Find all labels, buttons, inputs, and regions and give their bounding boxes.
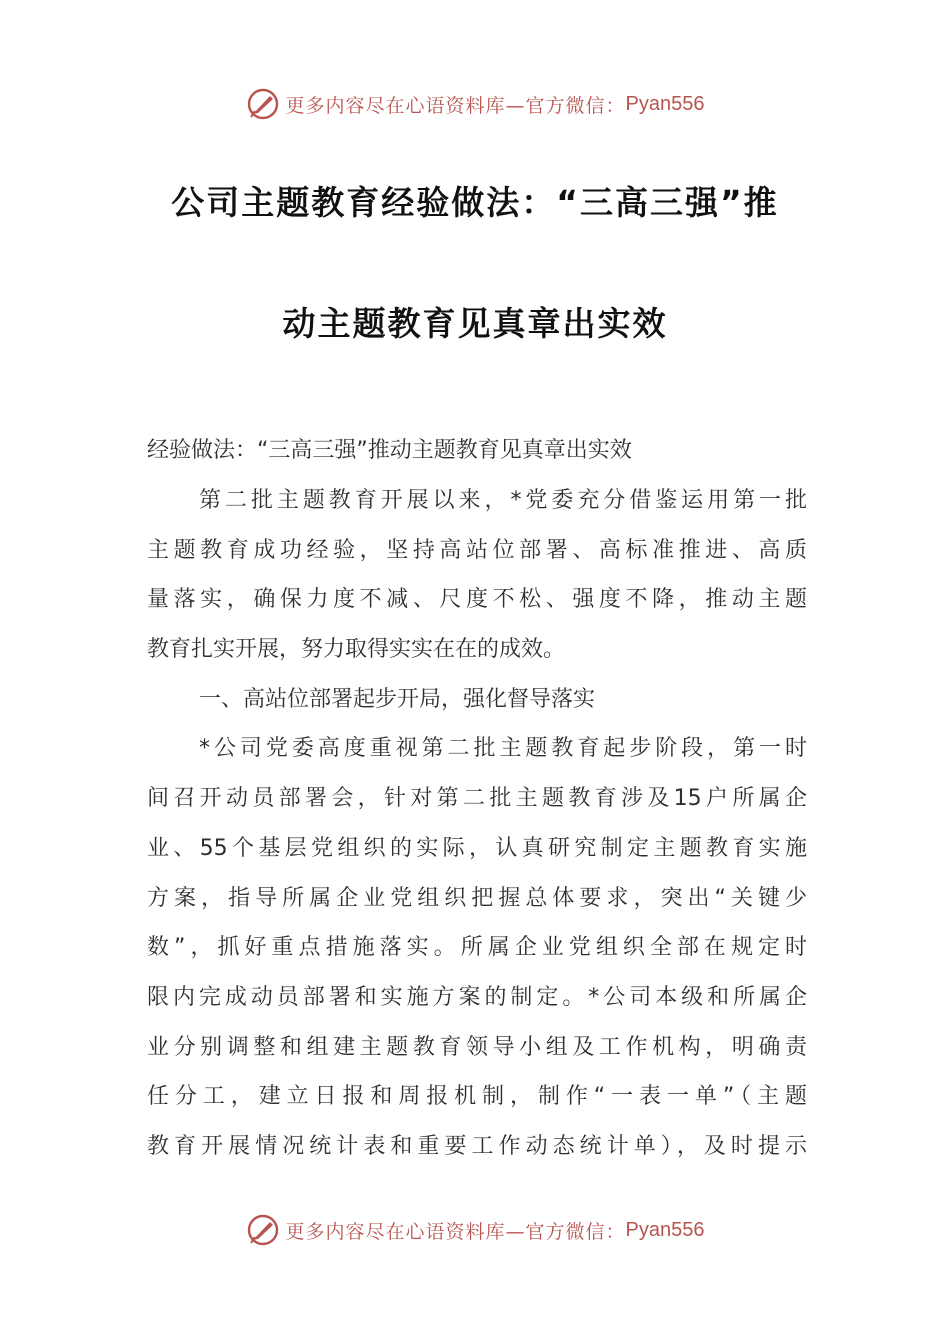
paragraph-line: 教育开展情况统计表和重要工作动态统计单），及时提示 <box>147 1134 807 1159</box>
banner-text: 更多内容尽在心语资料库—官方微信： <box>285 1220 626 1243</box>
paragraph-line: 量落实，确保力度不减、尺度不松、强度不降，推动主题 <box>147 587 807 612</box>
paragraph-line: 方案，指导所属企业党组织把握总体要求，突出“关键少 <box>147 886 807 911</box>
paragraph-line: 主题教育成功经验，坚持高站位部署、高标准推进、高质 <box>147 538 807 563</box>
footer-banner <box>0 1210 950 1250</box>
section-heading: 一、高站位部署起步开局，强化督导落实 <box>199 687 596 712</box>
quill-logo-icon <box>246 87 280 121</box>
paragraph-line: 限内完成动员部署和实施方案的制定。*公司本级和所属企 <box>147 985 807 1010</box>
banner-handle: Pyan556 <box>625 92 705 115</box>
header-banner <box>0 84 950 124</box>
paragraph-line: 任分工，建立日报和周报机制，制作“一表一单”（主题 <box>147 1084 807 1109</box>
paragraph-line: 业分别调整和组建主题教育领导小组及工作机构，明确责 <box>147 1035 807 1060</box>
paragraph-line: 业、55个基层党组织的实际，认真研究制定主题教育实施 <box>147 836 807 861</box>
paragraph-line: 间召开动员部署会，针对第二批主题教育涉及15户所属企 <box>147 786 807 811</box>
banner-text: 更多内容尽在心语资料库—官方微信： <box>285 94 626 117</box>
paragraph-line: *公司党委高度重视第二批主题教育起步阶段，第一时 <box>199 736 807 761</box>
banner-handle: Pyan556 <box>625 1218 705 1241</box>
subtitle-line: 经验做法：“三高三强”推动主题教育见真章出实效 <box>147 438 632 463</box>
paragraph-line: 数”，抓好重点措施落实。所属企业党组织全部在规定时 <box>147 935 807 960</box>
quill-logo-icon <box>246 1213 280 1247</box>
paragraph-line: 第二批主题教育开展以来，*党委充分借鉴运用第一批 <box>199 488 807 513</box>
paragraph-line: 教育扎实开展，努力取得实实在在的成效。 <box>147 637 566 662</box>
page-title-line-1: 公司主题教育经验做法：“三高三强”推 <box>171 183 779 222</box>
page-title-line-2: 动主题教育见真章出实效 <box>282 304 668 343</box>
